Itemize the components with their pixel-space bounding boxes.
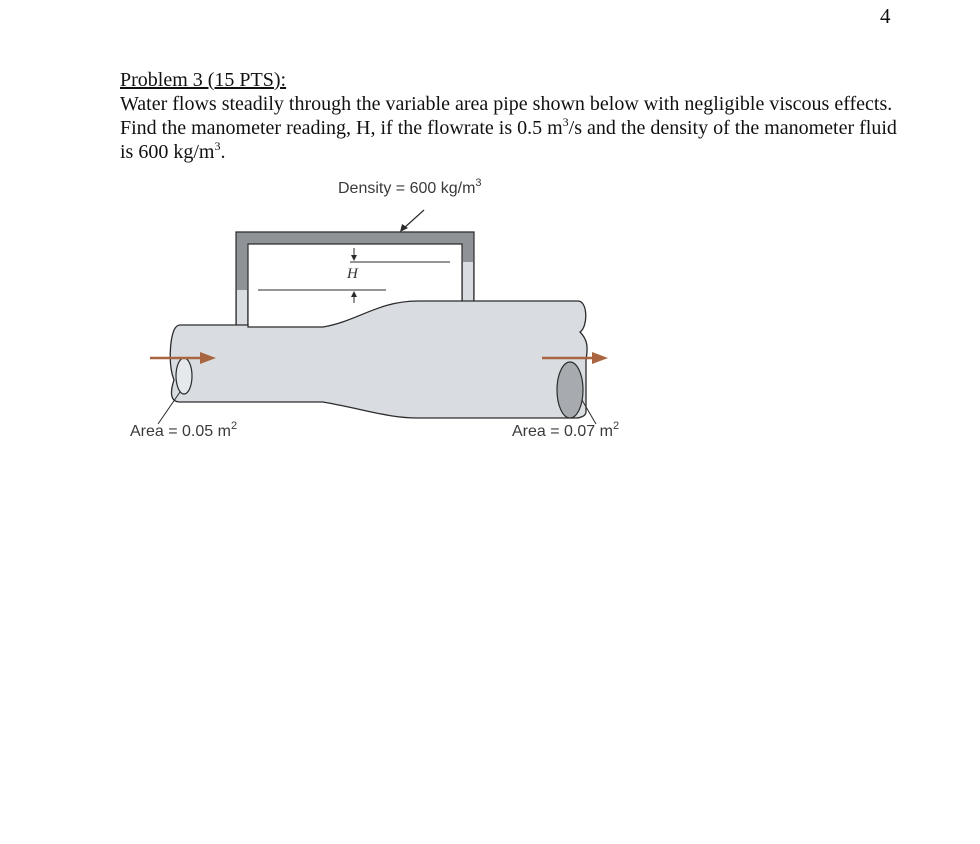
problem-heading: Problem 3 (15 PTS): — [120, 69, 287, 91]
page-number: 4 — [880, 4, 891, 28]
left-pipe-end — [176, 358, 192, 394]
problem-text-part1: Water flows steadily through the variable area pipe shown below with negligible viscous effects. Find the manometer reading, H, if the flowrate is 0.5 m — [120, 93, 893, 139]
density-exponent: 3 — [214, 139, 221, 153]
flowrate-exponent: 3 — [562, 115, 569, 129]
pipe-body — [170, 301, 587, 418]
h-arrow-bottom-head — [351, 291, 357, 297]
density-label-exponent: 3 — [475, 177, 482, 189]
problem-text-part3: . — [220, 141, 226, 163]
density-label-text: Density = 600 kg/m — [338, 180, 476, 197]
density-label — [338, 177, 482, 198]
left-leg-water — [237, 290, 247, 326]
left-area-label-text: Area = 0.05 m — [130, 423, 231, 440]
pipe-figure — [118, 170, 678, 460]
left-area-leader — [158, 392, 180, 424]
density-leader-line — [404, 210, 424, 228]
right-leg-water — [463, 262, 473, 303]
problem-text — [120, 92, 910, 164]
manometer-reading-label: H — [347, 266, 358, 282]
problem-statement — [120, 68, 910, 164]
problem-text-part2: /s and the density of the manometer fluid is 600 kg/m — [120, 117, 897, 163]
right-area-label-text: Area = 0.07 m — [512, 423, 613, 440]
h-arrow-top-head — [351, 255, 357, 261]
left-area-label-exponent: 2 — [230, 420, 238, 432]
right-area-label-exponent: 2 — [612, 420, 620, 432]
right-pipe-end — [557, 362, 583, 418]
outlet-flow-arrow-head — [592, 352, 608, 364]
left-area-label — [130, 420, 238, 441]
pipe-diagram — [118, 170, 678, 460]
right-area-label — [512, 420, 620, 441]
